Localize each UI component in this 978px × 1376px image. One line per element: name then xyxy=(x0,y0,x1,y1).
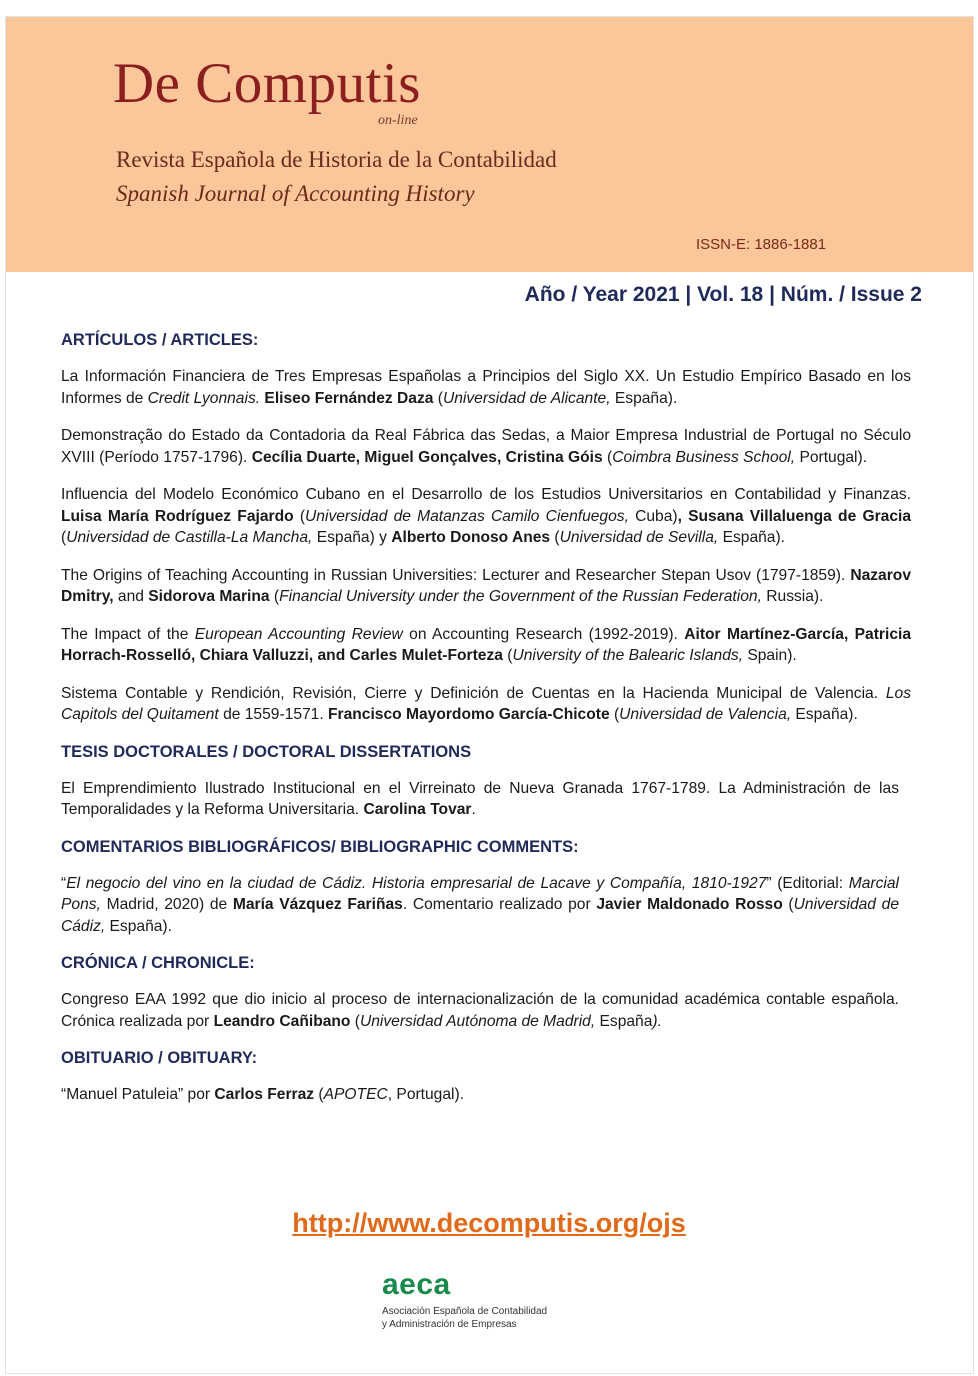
aeca-name-line1: Asociación Española de Contabilidad xyxy=(382,1306,548,1317)
issue-info: Año / Year 2021 | Vol. 18 | Núm. / Issue 2 xyxy=(524,283,922,306)
journal-logo-title: De Computis xyxy=(113,52,421,115)
comment-entry: “El negocio del vino en la ciudad de Cádiz. Historia empresarial de Lacave y Compañía, 1810-1927” (Editorial: Marcial Pons, Madrid, 2020) de María Vázquez Fariñas. Comentario realizado por Javier Maldonado Rosso (Universidad de Cádiz, España). xyxy=(61,874,900,935)
article-entry: Sistema Contable y Rendición, Revisión, Cierre y Definición de Cuentas en la Hacienda Municipal de Valencia. Los Capitols del Quitament de 1559-1571. Francisco Mayordomo García-Chicote (Universidad de Valencia, España). xyxy=(61,684,911,723)
chronicle-entry: Congreso EAA 1992 que dio inicio al proceso de internacionalización de la comunidad académica contable española. Crónica realizada por Leandro Cañibano (Universidad Autónoma de Madrid, España). xyxy=(61,991,899,1030)
aeca-logo-word: aeca xyxy=(382,1268,451,1301)
section-heading-theses: TESIS DOCTORALES / DOCTORAL DISSERTATIONS xyxy=(61,742,472,761)
journal-name-spanish: Revista Española de Historia de la Contabilidad xyxy=(116,147,557,172)
header-banner xyxy=(6,17,973,272)
section-heading-chronicle: CRÓNICA / CHRONICLE: xyxy=(61,954,255,972)
article-entry: The Origins of Teaching Accounting in Russian Universities: Lecturer and Researcher Stepan Usov (1797-1859). Nazarov Dmitry, and Sidorova Marina (Financial University under the Government of the Russian Federation, Russia). xyxy=(61,566,911,605)
section-heading-comments: COMENTARIOS BIBLIOGRÁFICOS/ BIBLIOGRAPHIC COMMENTS: xyxy=(61,837,579,856)
article-entry: Demonstração do Estado da Contadoria da Real Fábrica das Sedas, a Maior Empresa Industrial de Portugal no Século XVIII (Período 1757-1796). Cecília Duarte, Miguel Gonçalves, Cristina Góis (Coimbra Business School, Portugal). xyxy=(61,427,911,466)
journal-url-link[interactable]: http://www.decomputis.org/ojs xyxy=(292,1208,686,1238)
table-of-contents xyxy=(61,330,911,1122)
article-entry: Influencia del Modelo Económico Cubano en el Desarrollo de los Estudios Universitarios en Contabilidad y Finanzas. Luisa María Rodríguez Fajardo (Universidad de Matanzas Camilo Cienfuegos, Cuba), Susana Villaluenga de Gracia (Universidad de Castilla-La Mancha, España) y Alberto Donoso Anes (Universidad de Sevilla, España). xyxy=(61,486,912,546)
article-entry: The Impact of the European Accounting Review on Accounting Research (1992-2019). Aitor Martínez-García, Patricia Horrach-Rosselló, Chiara Valluzzi, and Carles Mulet-Forteza (University of the Balearic Islands, Spain). xyxy=(61,625,912,664)
section-heading-articles: ARTÍCULOS / ARTICLES: xyxy=(61,331,259,349)
thesis-entry: El Emprendimiento Ilustrado Institucional en el Virreinato de Nueva Granada 1767-1789. La Administración de las Temporalidades y la Reforma Universitaria. Carolina Tovar. xyxy=(61,779,899,818)
obituary-entry: “Manuel Patuleia” por Carlos Ferraz (APOTEC, Portugal). xyxy=(61,1086,465,1103)
journal-logo-subtitle: on-line xyxy=(378,113,418,128)
journal-name-english: Spanish Journal of Accounting History xyxy=(116,181,475,206)
aeca-logo xyxy=(378,1268,578,1338)
issn-label: ISSN-E: 1886-1881 xyxy=(696,236,827,253)
aeca-name-line2: y Administración de Empresas xyxy=(382,1319,517,1330)
article-entry: La Información Financiera de Tres Empresas Españolas a Principios del Siglo XX. Un Estudio Empírico Basado en los Informes de Credit Lyonnais. Eliseo Fernández Daza (Universidad de Alicante, España). xyxy=(61,368,911,407)
section-heading-obituary: OBITUARIO / OBITUARY: xyxy=(61,1049,258,1067)
